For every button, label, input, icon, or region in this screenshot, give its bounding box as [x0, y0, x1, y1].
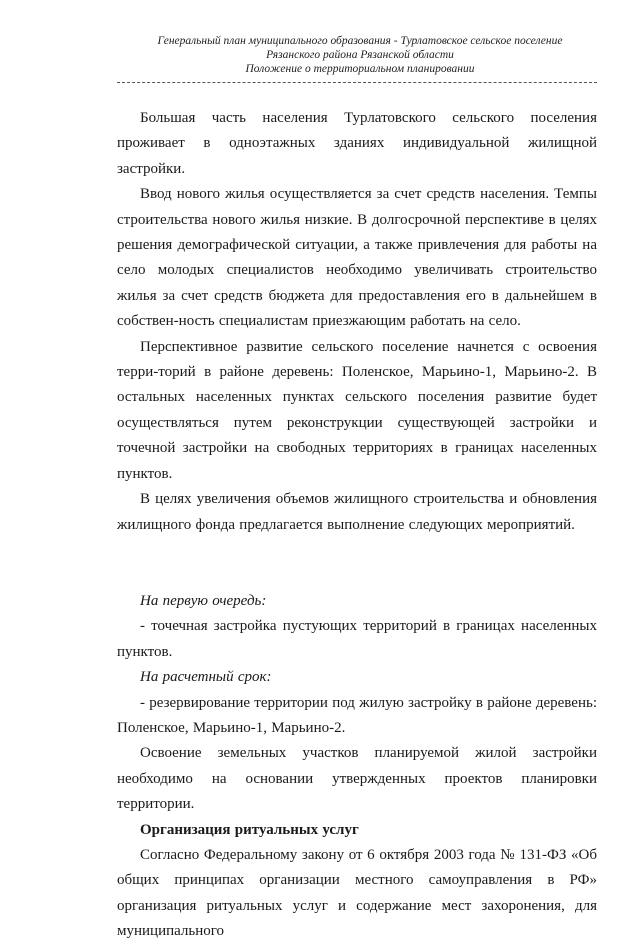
spacer — [117, 538, 597, 589]
paragraph-measures-intro: В целях увеличения объемов жилищного строительства и обновления жилищного фонда предлагается выполнение следующих мероприятий. — [117, 491, 597, 533]
first-stage-item: - точечная застройка пустующих территорий в границах населенных пунктов. — [117, 618, 597, 660]
header-line-region: Рязанского района Рязанской области — [266, 49, 454, 61]
section-heading-ritual-services: Организация ритуальных услуг — [140, 821, 359, 838]
document-body — [117, 106, 597, 945]
paragraph-population: Большая часть населения Турлатовского сельского поселения проживает в одноэтажных зданиях индивидуальной жилищной застройки. — [117, 110, 597, 177]
estimated-term-heading: На расчетный срок: — [140, 669, 272, 686]
header-line-plan-title: Генеральный план муниципального образования - Турлатовское сельское поселение — [157, 35, 563, 47]
running-header — [100, 34, 620, 76]
header-divider — [117, 82, 597, 83]
paragraph-land-development: Освоение земельных участков планируемой жилой застройки необходимо на основании утвержденных проектов планировки территории. — [117, 745, 597, 813]
paragraph-development: Перспективное развитие сельского поселение начнется с освоения терри-торий в районе деревень: Поленское, Марьино-1, Марьино-2. В остальных населенных пунктах сельского поселения развитие будет осуществляться путем реконструкции существующей застройки и точечной застройки на свободных территориях в границах населенных пунктов. — [117, 338, 597, 482]
paragraph-federal-law: Согласно Федеральному закону от 6 октября 2003 года № 131-ФЗ «Об общих принципах организации местного самоуправления в РФ» организация ритуальных услуг и содержание мест захоронения, для муниципального — [117, 846, 597, 940]
estimated-term-item: - резервирование территории под жилую застройку в районе деревень: Поленское, Марьино-1, Марьино-2. — [117, 694, 597, 736]
header-line-section: Положение о территориальном планировании — [245, 63, 475, 75]
first-stage-heading: На первую очередь: — [140, 592, 267, 609]
paragraph-housing-input: Ввод нового жилья осуществляется за счет средств населения. Темпы строительства нового жилья низкие. В долгосрочной перспективе в целях решения демографической ситуации, а также привлечения для работы на село молодых специалистов необходимо увеличивать строительство жилья за счет средств бюджета для предоставления его в дальнейшем в собствен-ность специалистам приезжающим работать на село. — [117, 186, 597, 330]
